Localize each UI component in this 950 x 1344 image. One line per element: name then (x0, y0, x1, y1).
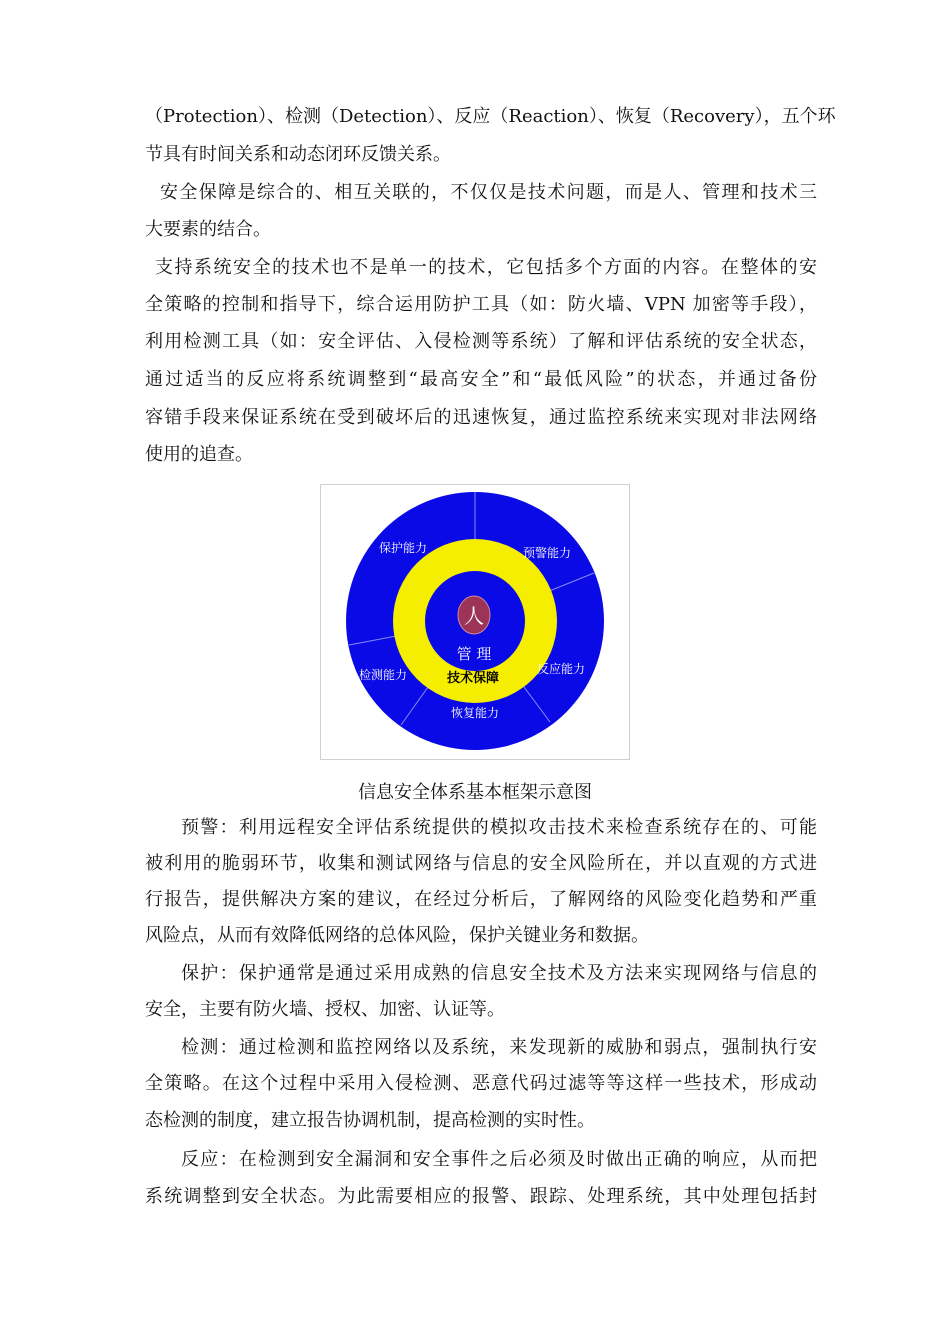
text-line: 支持系统安全的技术也不是单一的技术，它包括多个方面的内容。在整体的安 (155, 257, 817, 278)
text-line: （Protection）、检测（Detection）、反应（Reaction）、恢复（Recovery），五个环 (145, 106, 836, 127)
label-recovery: 恢复能力 (451, 706, 500, 720)
text-line: 风险点，从而有效降低网络的总体风险，保护关键业务和数据。 (145, 925, 649, 946)
text-line: 安全保障是综合的、相互关联的，不仅仅是技术问题，而是人、管理和技术三 (160, 182, 817, 203)
text-line: 检测：通过检测和监控网络以及系统，来发现新的威胁和弱点，强制执行安 (181, 1037, 817, 1058)
figure-caption: 信息安全体系基本框架示意图 (358, 782, 592, 803)
text-line: 行报告，提供解决方案的建议，在经过分析后，了解网络的风险变化趋势和严重 (145, 889, 817, 910)
text-line: 容错手段来保证系统在受到破坏后的迅速恢复，通过监控系统来实现对非法网络 (145, 407, 817, 428)
text-line: 全策略。在这个过程中采用入侵检测、恶意代码过滤等等这样一些技术，形成动 (145, 1073, 817, 1094)
label-person: 人 (464, 604, 484, 628)
framework-diagram (321, 485, 629, 759)
text-line: 系统调整到安全状态。为此需要相应的报警、跟踪、处理系统，其中处理包括封 (145, 1186, 817, 1207)
text-line: 使用的追查。 (145, 444, 253, 465)
label-management: 管 理 (456, 645, 492, 663)
security-framework-figure (320, 484, 630, 760)
text-line: 反应：在检测到安全漏洞和安全事件之后必须及时做出正确的响应，从而把 (181, 1149, 817, 1170)
text-line: 保护：保护通常是通过采用成熟的信息安全技术及方法来实现网络与信息的 (181, 963, 817, 984)
label-warning: 预警能力 (523, 546, 572, 560)
text-line: 通过适当的反应将系统调整到“最高安全”和“最低风险”的状态，并通过备份 (145, 369, 817, 390)
text-line: 预警：利用远程安全评估系统提供的模拟攻击技术来检查系统存在的、可能 (181, 817, 817, 838)
text-line: 全策略的控制和指导下，综合运用防护工具（如：防火墙、VPN 加密等手段）， (145, 294, 817, 315)
label-reaction: 反应能力 (537, 662, 586, 676)
label-tech-support: 技术保障 (446, 671, 500, 686)
text-line: 安全，主要有防火墙、授权、加密、认证等。 (145, 999, 505, 1020)
text-line: 被利用的脆弱环节，收集和测试网络与信息的安全风险所在，并以直观的方式进 (145, 853, 817, 874)
label-protection: 保护能力 (379, 541, 428, 555)
label-detection: 检测能力 (359, 668, 408, 682)
text-line: 大要素的结合。 (145, 219, 271, 240)
text-line: 利用检测工具（如：安全评估、入侵检测等系统）了解和评估系统的安全状态， (145, 331, 817, 352)
text-line: 态检测的制度，建立报告协调机制，提高检测的实时性。 (145, 1110, 595, 1131)
text-line: 节具有时间关系和动态闭环反馈关系。 (145, 144, 451, 165)
